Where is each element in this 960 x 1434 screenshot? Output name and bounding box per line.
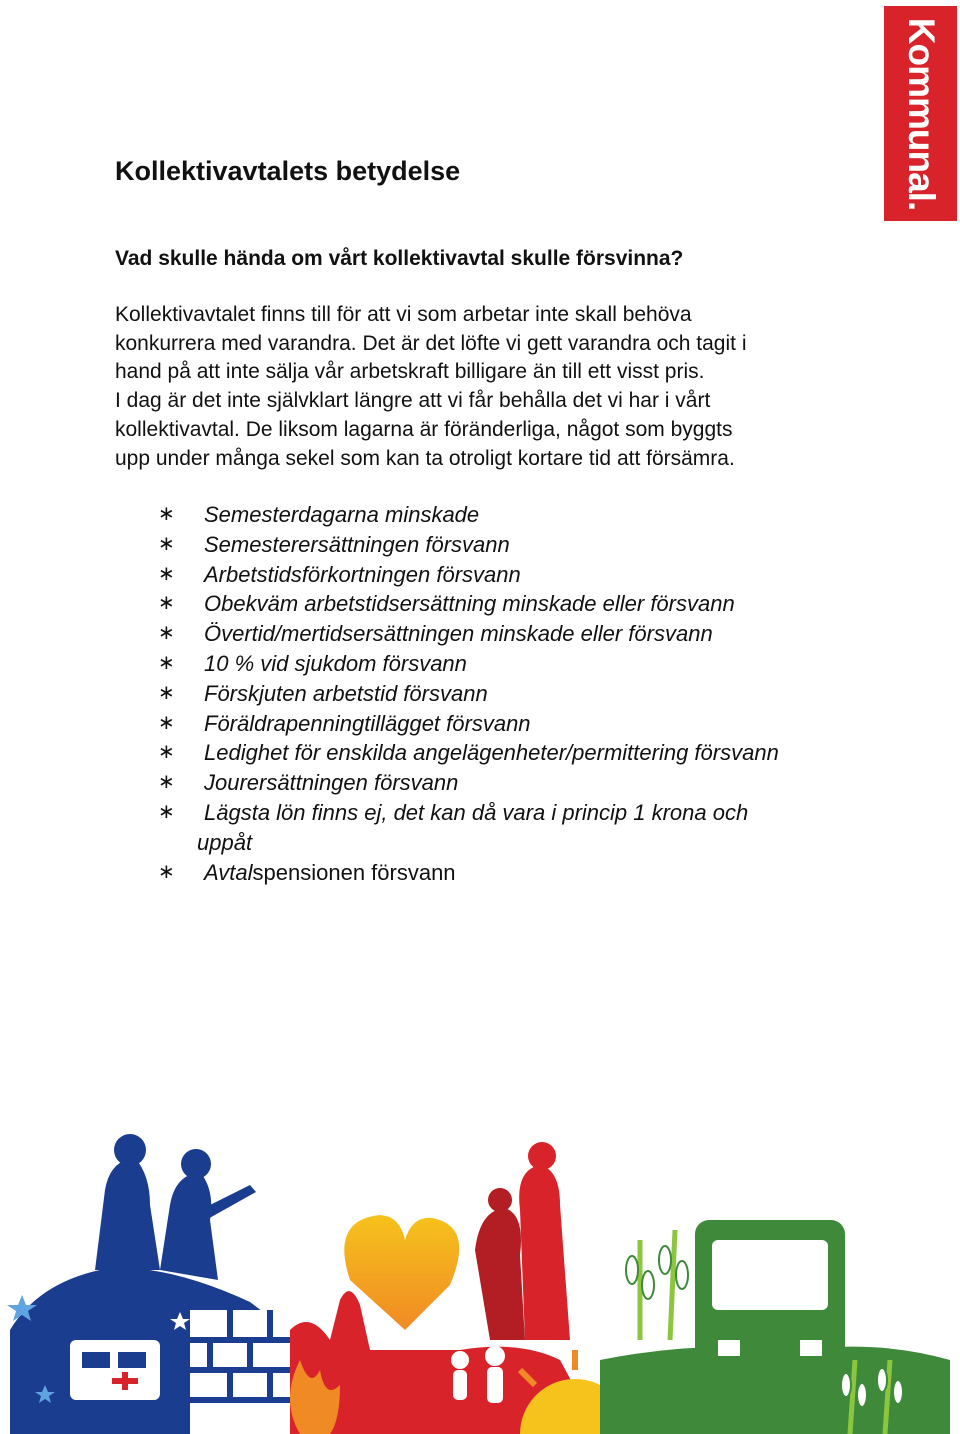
workers-illustration [0, 1040, 960, 1434]
paragraph-line: Kollektivavtalet finns till för att vi som arbetar inte skall behöva [115, 303, 692, 326]
list-item-text: Obekväm arbetstidsersättning minskade eller försvann [204, 591, 735, 617]
list-item [150, 679, 870, 709]
bullet-star-icon: ∗ [158, 741, 175, 764]
list-item-text: Ledighet för enskilda angelägenheter/permittering försvann [204, 740, 779, 766]
transport-section [600, 1220, 950, 1434]
list-item-text-upright: spensionen försvann [252, 859, 456, 885]
consequence-list [150, 500, 870, 887]
list-item-text: Förskjuten arbetstid försvann [204, 680, 488, 706]
list-item [150, 589, 870, 619]
list-item [150, 738, 870, 768]
list-item [150, 560, 870, 590]
bullet-star-icon: ∗ [158, 622, 175, 645]
bullet-star-icon: ∗ [158, 860, 175, 883]
paragraph-line: upp under många sekel som kan ta otroligt kortare tid att försämra. [115, 446, 735, 470]
kommunal-logo [884, 6, 957, 221]
bullet-star-icon: ∗ [158, 800, 175, 823]
list-item [150, 619, 870, 649]
bullet-star-icon: ∗ [158, 681, 175, 704]
bullet-star-icon: ∗ [158, 562, 175, 585]
list-item-text-italic: Avtal [204, 859, 253, 885]
paragraph-line: hand på att inte sälja vår arbetskraft billigare än till ett visst pris. [115, 360, 705, 384]
list-item [150, 709, 870, 739]
list-item-text: Semesterdagarna minskade [204, 502, 480, 527]
bullet-star-icon: ∗ [158, 771, 175, 794]
bullet-star-icon: ∗ [158, 651, 175, 674]
paragraph-line: konkurrera med varandra. Det är det löfte vi gett varandra och tagit i [115, 331, 747, 355]
list-item [150, 649, 870, 679]
page-subtitle: Vad skulle hända om vårt kollektivavtal skulle försvinna? [115, 247, 684, 270]
list-item-text: Lägsta lön finns ej, det kan då vara i princip 1 krona och [204, 799, 749, 825]
page-title: Kollektivavtalets betydelse [115, 156, 461, 186]
list-item [150, 798, 870, 858]
brick-wall [190, 1310, 300, 1434]
list-item-text: Semesterersättningen försvann [204, 531, 510, 557]
list-item [150, 858, 870, 888]
list-item-text-continued: uppåt [197, 829, 253, 855]
paragraph-line: kollektivavtal. De liksom lagarna är föränderliga, något som byggts [115, 417, 733, 441]
bullet-star-icon: ∗ [158, 711, 175, 734]
list-item-text: Föräldrapenningtillägget försvann [204, 710, 531, 736]
list-item-text: Jourersättningen försvann [204, 770, 459, 796]
paragraph-line: I dag är det inte självklart längre att vi får behålla det vi har i vårt [115, 389, 711, 413]
ambulance-icon [70, 1340, 160, 1400]
list-item [150, 530, 870, 560]
intro-paragraph [115, 301, 895, 473]
list-item-text: Arbetstidsförkortningen försvann [204, 561, 521, 587]
list-item-text: 10 % vid sjukdom försvann [204, 650, 467, 676]
bullet-star-icon: ∗ [158, 532, 175, 555]
logo-text: Kommunal. [900, 17, 942, 210]
list-item [150, 768, 870, 798]
list-item [150, 500, 870, 530]
list-item-text: Övertid/mertidsersättningen minskade eller försvann [204, 621, 713, 647]
bullet-star-icon: ∗ [158, 503, 175, 525]
bullet-star-icon: ∗ [158, 592, 175, 615]
